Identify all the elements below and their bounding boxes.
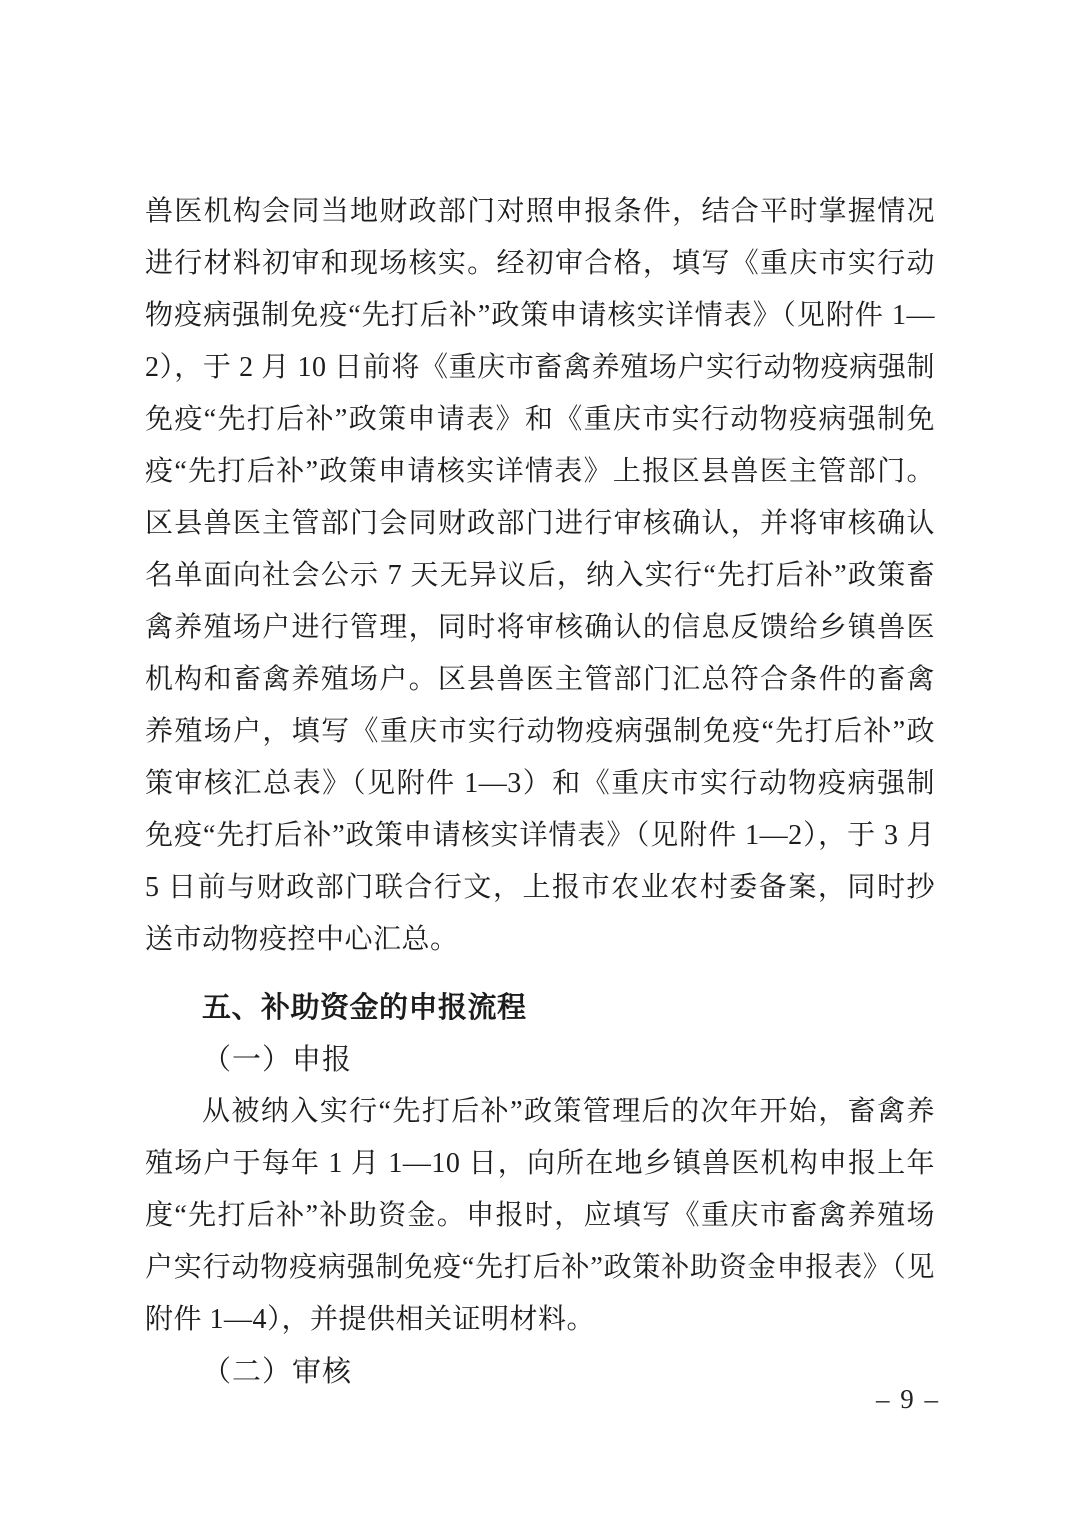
section-heading: 五、补助资金的申报流程 [202, 992, 527, 1024]
subsection-heading-application: （一）申报 [202, 1044, 353, 1076]
subsection-heading-review: （二）审核 [202, 1356, 353, 1388]
paragraph-application-body: 从被纳入实行“先打后补”政策管理后的次年开始，畜禽养殖场户于每年 1 月 1—10 日，向所在地乡镇兽医机构申报上年度“先打后补”补助资金。申报时，应填写《重庆市畜禽养殖场户实行动物疫病强制免疫“先打后补”政策补助资金申报表》（见附件 1—4），并提供相关证明材料。 [145, 1096, 935, 1335]
paragraph-continuation: 兽医机构会同当地财政部门对照申报条件，结合平时掌握情况进行材料初审和现场核实。经初审合格，填写《重庆市实行动物疫病强制免疫“先打后补”政策申请核实详情表》（见附件 1—2），于 2 月 10 日前将《重庆市畜禽养殖场户实行动物疫病强制免疫“先打后补”政策申请表》和《重庆市实行动物疫病强制免疫“先打后补”政策申请核实详情表》上报区县兽医主管部门。区县兽医主管部门会同财政部门进行审核确认，并将审核确认名单面向社会公示 7 天无异议后，纳入实行“先打后补”政策畜禽养殖场户进行管理，同时将审核确认的信息反馈给乡镇兽医机构和畜禽养殖场户。区县兽医主管部门汇总符合条件的畜禽养殖场户，填写《重庆市实行动物疫病强制免疫“先打后补”政策审核汇总表》（见附件 1—3）和《重庆市实行动物疫病强制免疫“先打后补”政策申请核实详情表》（见附件 1—2），于 3 月 5 日前与财政部门联合行文，上报市农业农村委备案，同时抄送市动物疫控中心汇总。 [145, 196, 935, 955]
document-content [145, 186, 935, 1398]
page-number: – 9 – [876, 1384, 940, 1414]
